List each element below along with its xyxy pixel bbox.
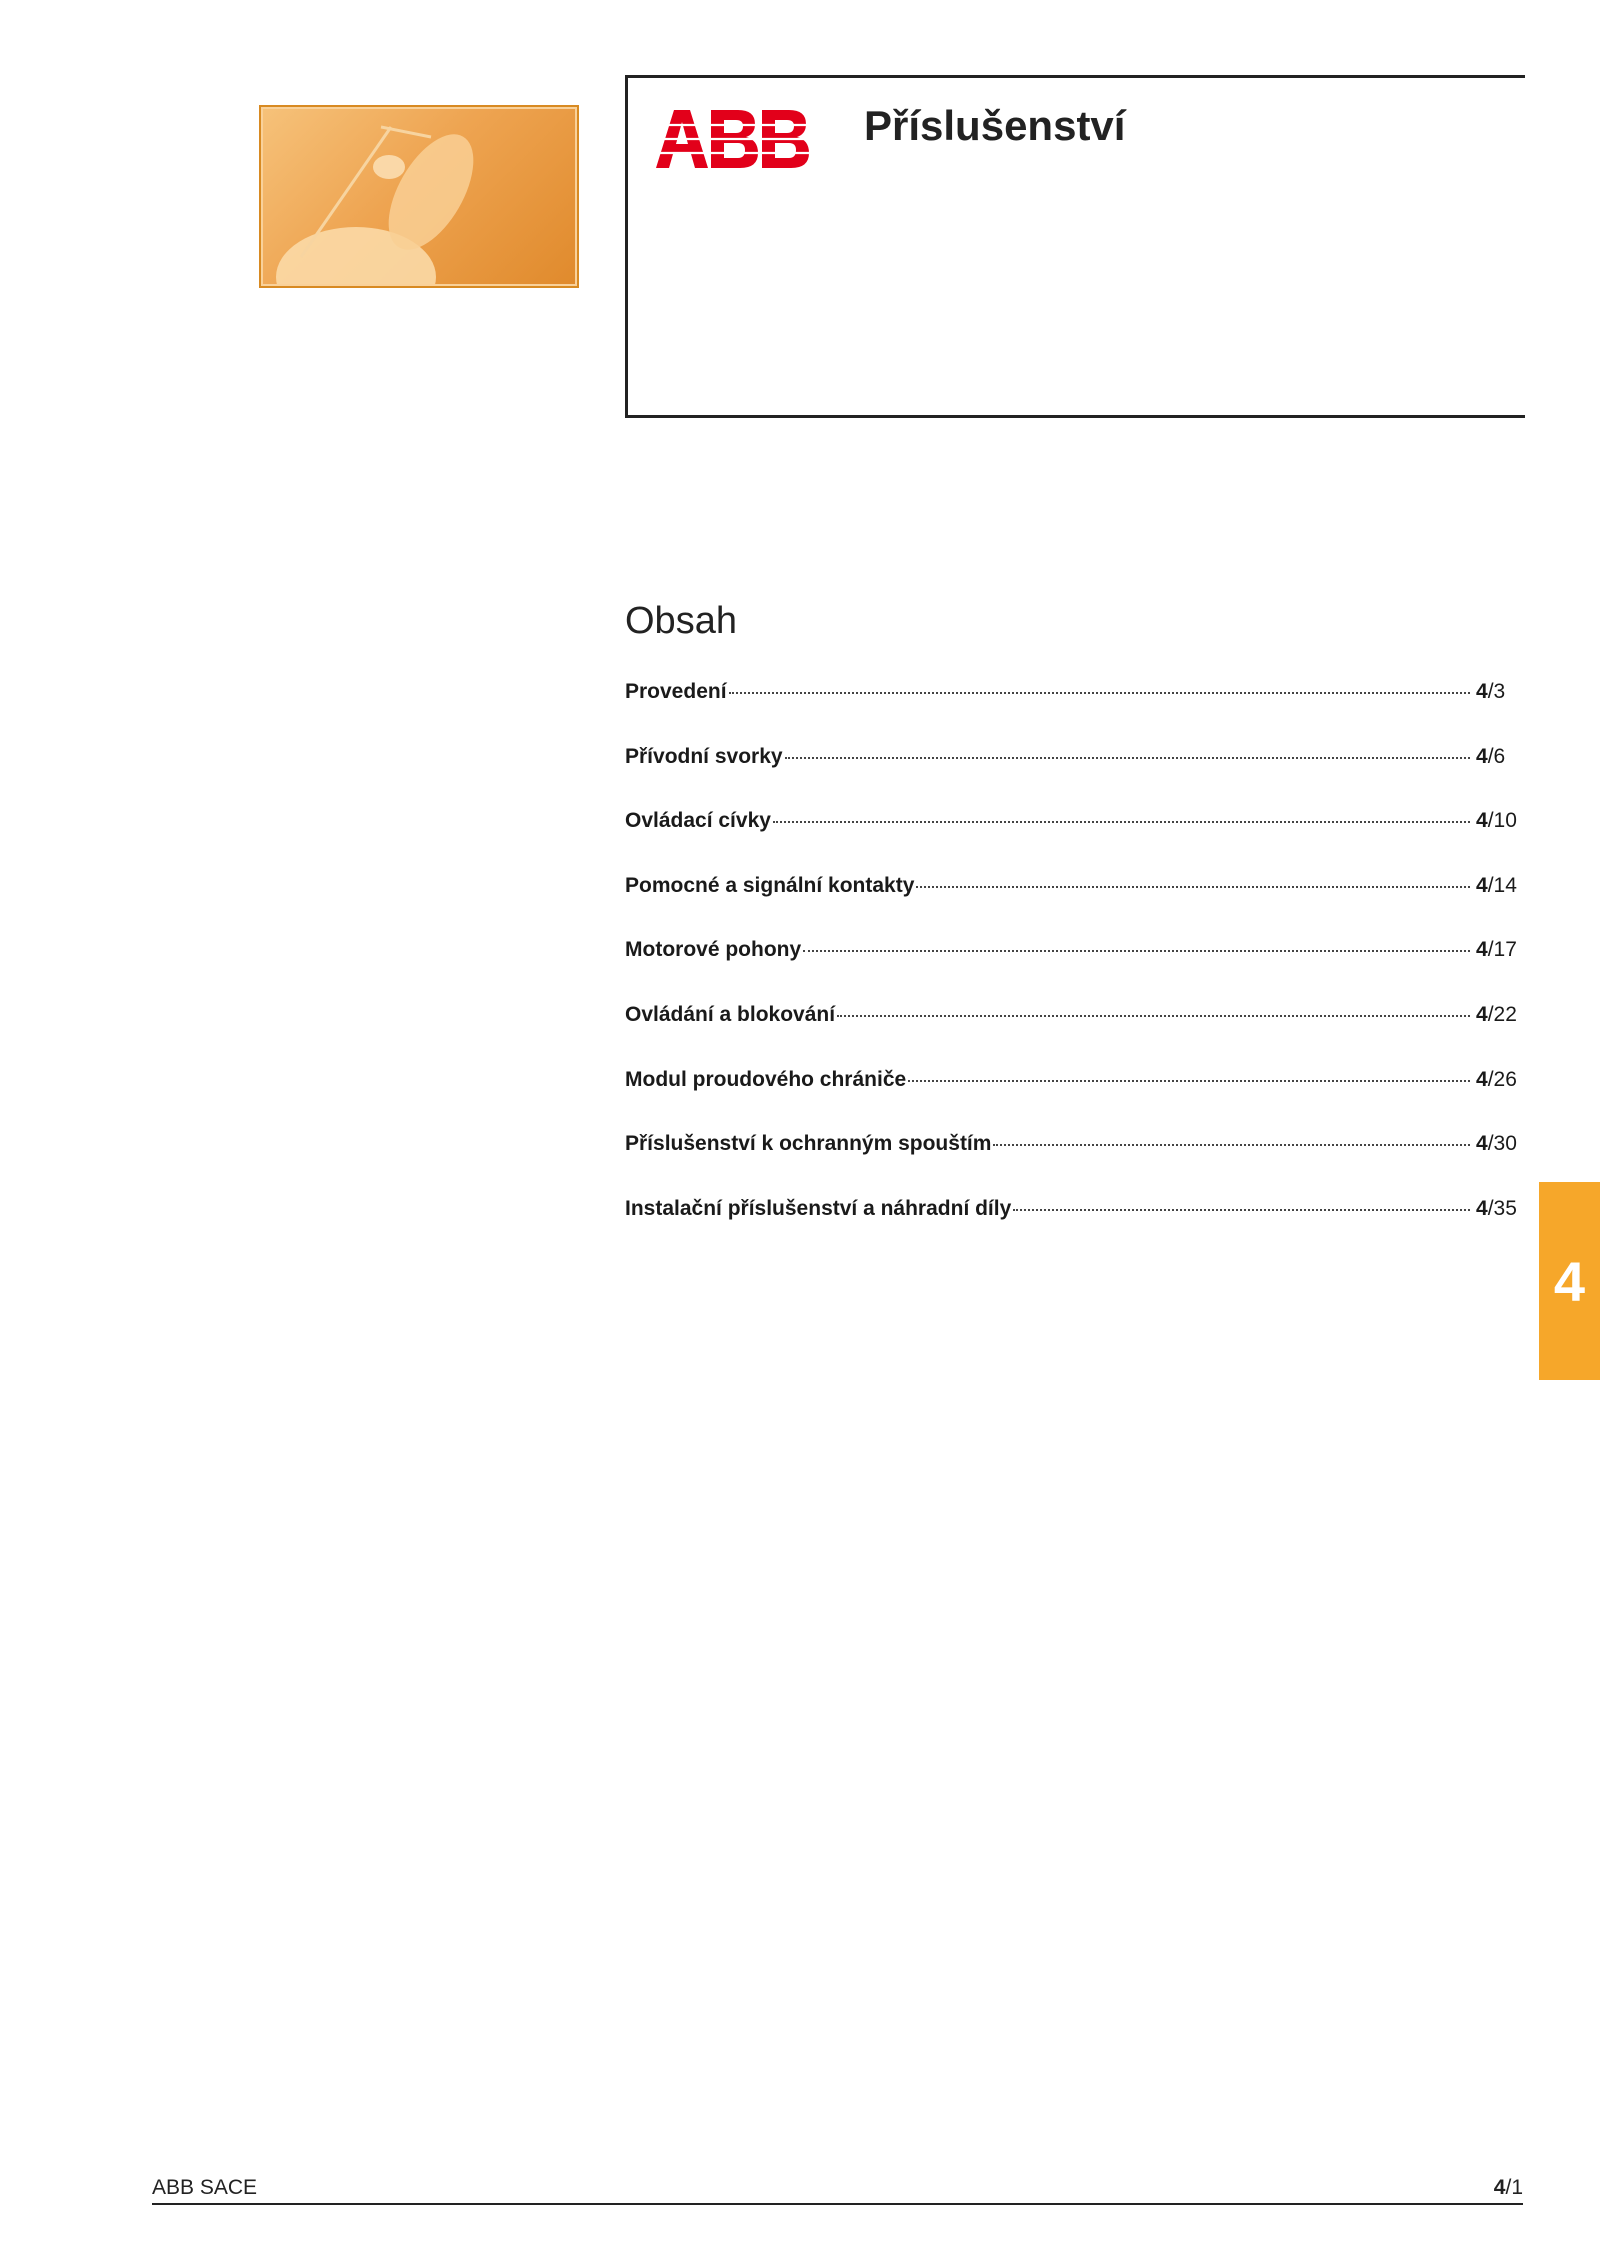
- toc-leader-dots: [803, 950, 1470, 952]
- toc-item[interactable]: [625, 809, 1520, 874]
- toc-leader-dots: [773, 821, 1470, 823]
- toc-item-page: 4/22: [1476, 1002, 1517, 1026]
- toc-item-label: Provedení: [625, 680, 727, 703]
- toc-item[interactable]: [625, 1003, 1520, 1068]
- toc-item-page: 4/30: [1476, 1132, 1517, 1156]
- footer-company: ABB SACE: [152, 2176, 258, 2199]
- chapter-tab[interactable]: 4: [1539, 1182, 1600, 1380]
- toc-item[interactable]: [625, 938, 1520, 1003]
- toc-leader-dots: [729, 692, 1470, 694]
- toc-item[interactable]: [625, 1132, 1520, 1197]
- toc-leader-dots: [916, 886, 1470, 888]
- header-box: [625, 75, 1525, 418]
- toc-leader-dots: [908, 1080, 1470, 1082]
- toc-leader-dots: [785, 757, 1470, 759]
- toc-item-label: Příslušenství k ochranným spouštím: [625, 1132, 992, 1156]
- toc-heading: Obsah: [625, 600, 737, 642]
- toc-item[interactable]: [625, 874, 1520, 939]
- toc-item[interactable]: [625, 1068, 1520, 1133]
- toc-item-page: 4/35: [1476, 1196, 1517, 1220]
- toc-item[interactable]: [625, 680, 1520, 745]
- footer-page-number: 4/1: [1493, 2176, 1523, 2199]
- abb-logo: [656, 108, 812, 170]
- toc-item-page: 4/3: [1476, 680, 1506, 703]
- chapter-photo: [259, 105, 579, 288]
- toc-leader-dots: [1013, 1209, 1470, 1211]
- toc-leader-dots: [837, 1015, 1470, 1017]
- toc-leader-dots: [993, 1144, 1470, 1146]
- toc-item-page: 4/14: [1476, 873, 1517, 897]
- toc-item-page: 4/26: [1476, 1067, 1517, 1091]
- table-of-contents: [625, 680, 1520, 1261]
- circuit-breaker-illustration: [261, 107, 577, 286]
- toc-item-label: Přívodní svorky: [625, 744, 783, 768]
- toc-item-page: 4/17: [1476, 938, 1517, 962]
- page-title: Příslušenství: [864, 102, 1126, 149]
- toc-item[interactable]: [625, 745, 1520, 810]
- toc-item-label: Modul proudového chrániče: [625, 1067, 907, 1091]
- footer-divider: [152, 2203, 1523, 2205]
- toc-item-label: Motorové pohony: [625, 938, 802, 962]
- toc-item-page: 4/6: [1476, 744, 1506, 768]
- toc-item-label: Ovládání a blokování: [625, 1002, 836, 1026]
- toc-item-page: 4/10: [1476, 809, 1517, 833]
- toc-item-label: Pomocné a signální kontakty: [625, 873, 915, 897]
- toc-item-label: Ovládací cívky: [625, 809, 771, 833]
- toc-item-label: Instalační příslušenství a náhradní díly: [625, 1196, 1012, 1220]
- toc-item[interactable]: [625, 1197, 1520, 1262]
